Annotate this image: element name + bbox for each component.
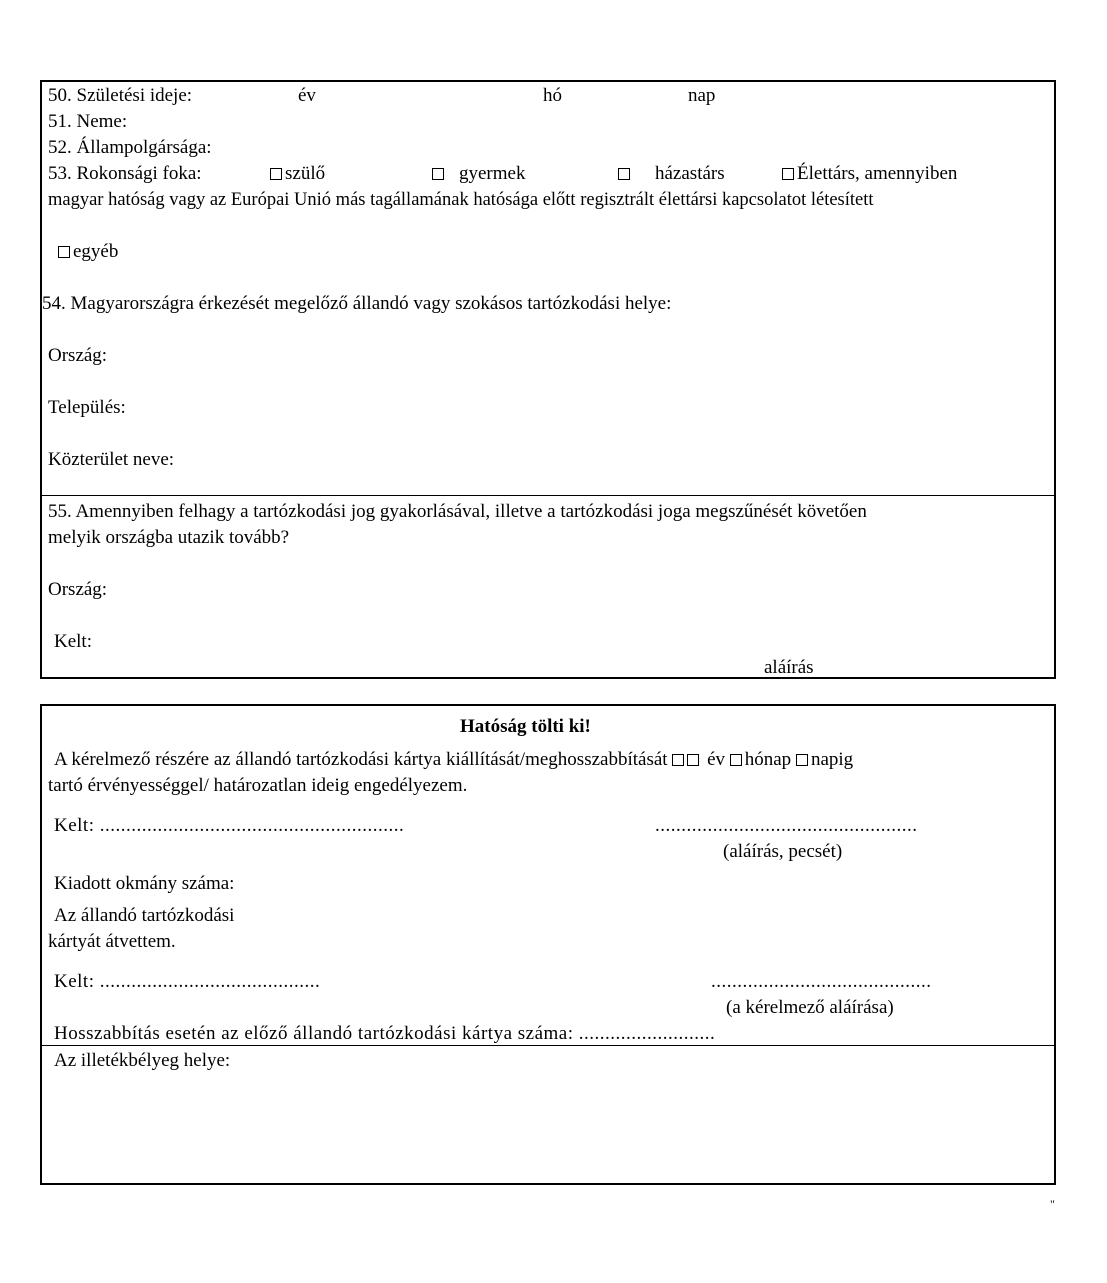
option-other[interactable] <box>58 239 118 265</box>
permit-line-2: tartó érvényességgel/ határozatlan ideig engedélyezem. <box>48 775 468 796</box>
day-box[interactable] <box>796 754 808 766</box>
other-label: egyéb <box>73 241 119 262</box>
applicant-signature-label: (a kérelmező aláírása) <box>726 997 894 1018</box>
citizenship-label: 52. Állampolgársága: <box>48 137 212 158</box>
signature-dots-1: .................................................. <box>655 815 918 836</box>
permit-year: év <box>707 749 725 770</box>
authority-title: Hatóság tölti ki! <box>460 716 591 737</box>
year-box-1[interactable] <box>672 754 684 766</box>
received-line-1: Az állandó tartózkodási <box>54 905 235 926</box>
residence-label: 54. Magyarországra érkezését megelőző állandó vagy szokásos tartózkodási helye: <box>42 293 672 314</box>
option-parent[interactable] <box>270 161 325 187</box>
month-box[interactable] <box>730 754 742 766</box>
country-label: Ország: <box>48 345 108 366</box>
street-label: Közterület neve: <box>48 449 175 470</box>
date-field-2: Kelt: .......................................... <box>54 971 321 992</box>
date-label: Kelt: <box>54 631 92 652</box>
child-checkbox[interactable] <box>432 168 444 180</box>
spouse-label: házastárs <box>655 163 725 184</box>
permit-day: napig <box>810 749 854 770</box>
signature-dots-2: .......................................... <box>711 971 932 992</box>
question-line-2: melyik országba utazik tovább? <box>48 527 290 548</box>
permit-line-1 <box>54 747 853 773</box>
option-spouse[interactable] <box>618 161 725 187</box>
permit-month: hónap <box>744 749 792 770</box>
relation-label: 53. Rokonsági foka: <box>48 163 202 184</box>
parent-label: szülő <box>285 163 326 184</box>
month-label: hó <box>543 85 562 106</box>
option-child[interactable] <box>432 161 525 187</box>
settlement-label: Település: <box>48 397 126 418</box>
partner-checkbox[interactable] <box>782 168 794 180</box>
document-number-label: Kiadott okmány száma: <box>54 873 235 894</box>
parent-checkbox[interactable] <box>270 168 282 180</box>
birth-date-label: 50. Születési ideje: <box>48 85 193 106</box>
question-line-1: 55. Amennyiben felhagy a tartózkodási jog gyakorlásával, illetve a tartózkodási joga megszűnését követően <box>48 501 867 522</box>
signature-stamp-label: (aláírás, pecsét) <box>723 841 843 862</box>
page-mark: " <box>1050 1197 1055 1211</box>
date-field-1: Kelt: .......................................................... <box>54 815 405 836</box>
year-label: év <box>298 85 316 106</box>
partner-description: magyar hatóság vagy az Európai Unió más tagállamának hatósága előtt regisztrált élettársi kapcsolatot létesített <box>48 190 874 210</box>
permit-text: A kérelmező részére az állandó tartózkodási kártya kiállítását/meghosszabbítását <box>54 749 668 770</box>
other-checkbox[interactable] <box>58 246 70 258</box>
year-box-2[interactable] <box>687 754 699 766</box>
spouse-checkbox[interactable] <box>618 168 630 180</box>
stamp-label: Az illetékbélyeg helye: <box>54 1050 231 1071</box>
day-label: nap <box>688 85 716 106</box>
option-partner[interactable] <box>782 161 957 187</box>
extension-line: Hosszabbítás esetén az előző állandó tartózkodási kártya száma: .......................... <box>54 1023 716 1044</box>
child-label: gyermek <box>459 163 526 184</box>
partner-label: Élettárs, amennyiben <box>797 163 958 184</box>
country-label-2: Ország: <box>48 579 108 600</box>
signature-label: aláírás <box>764 657 814 678</box>
received-line-2: kártyát átvettem. <box>48 931 176 952</box>
sex-label: 51. Neme: <box>48 111 128 132</box>
